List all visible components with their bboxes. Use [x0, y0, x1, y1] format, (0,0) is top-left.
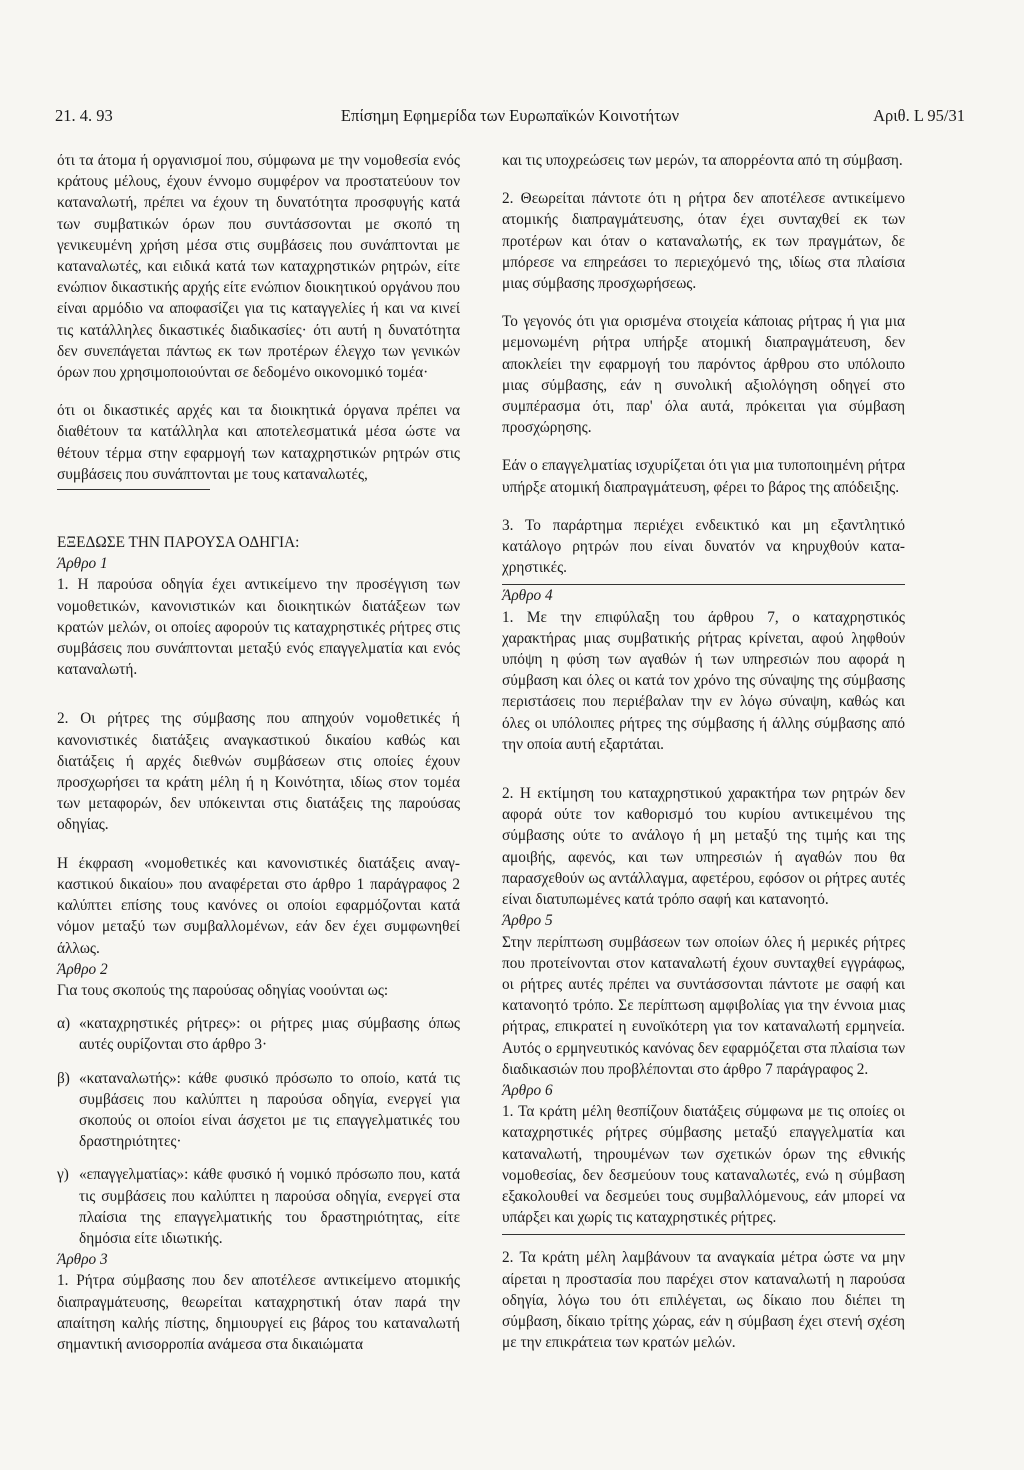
recital-paragraph: ότι οι δικαστικές αρχές και τα διοικητικά όργανα πρέπει να διαθέτουν τα κατάλληλα και αποτελεσματικά μέσα ώστε να θέτουν τέρμα στην εφαρμογή των καταχρηστικών ρητρών στις συμβάσεις που συνάπτονται με τους καταναλωτές, — [57, 402, 460, 483]
header-journal-title: Επίσημη Εφημερίδα των Ευρωπαϊκών Κοινοτήτων — [340, 106, 680, 125]
article-paragraph: 2. Οι ρήτρες της σύμβασης που απηχούν νομοθετικές ή κανονιστικές διατάξεις αναγκαστικού δικαίου καθώς και διατάξεις ή αρχές διεθνών συμβάσεων στις οποίες έχουν προσχωρήσει τα κράτη μέλη ή η Κοινότητα, ιδίως στον τομέα των μεταφορών, δεν υπόκεινται στις διατάξεις της παρούσας οδηγίας. — [57, 710, 460, 834]
definition-text: «καταχρηστικές ρήτρες»: οι ρήτρες μιας σύμβασης όπως αυτές ουρίζονται στο άρθρο 3· — [79, 1015, 460, 1054]
article-paragraph: 1. Με την επιφύλαξη του άρθρου 7, ο καταχρηστικός χαρακτήρας μιας συμβατικής ρήτρας κρίνεται, αφού ληφθούν υπόψη η φύση των αγαθών ή των υπηρεσιών που αφορά η σύμβαση και όλες οι κατά τον χρόνο της σύναψης της σύμβασης περιστάσεις που περιέβαλαν την εν λόγω σύναψη, καθώς και όλες οι υπόλοιπες ρήτρες της σύμβασης ή άλλης σύμβασης από την οποία αυτή εξαρτάται. — [502, 608, 905, 753]
definition-item — [57, 1013, 460, 1055]
article-paragraph: και τις υποχρεώσεις των μερών, τα απορρέοντα από τη σύμβαση. — [502, 152, 903, 169]
article-paragraph: 2. Τα κράτη μέλη λαμβάνουν τα αναγκαία μέτρα ώστε να μην αίρεται η προστασία που παρέχει στον καταναλωτή η παρούσα οδηγία, λόγω του ότι επιλέγεται, ως δίκαιο που διέπει τη σύμβαση, δίκαιο τρίτης χώρας, εάν η σύμβαση έχει στενή σχέση με την επικράτεια των κρατών μελών. — [502, 1249, 905, 1352]
article-paragraph: Η έκφραση «νομοθετικές και κανονιστικές διατάξεις αναγκαστικού δικαίου» που αναφέρεται στο άρθρο 1 παράγραφος 2 καλύπτει επίσης τους κανόνες οι οποίοι εφαρμόζονται κατά νόμον μεταξύ των συμβαλλομένων, εάν δεν έχει συμφωνηθεί άλλως. — [57, 854, 460, 957]
definition-label: α) — [57, 1015, 71, 1033]
definition-text: «καταναλωτής»: κάθε φυσικό πρόσωπο το οποίο, κατά τις συμβάσεις που καλύπτει η παρούσα οδηγία, ενεργεί για σκοπούς οι οποίοι είναι άσχετοι με τις επαγγελματικές του δραστηριότητες· — [79, 1069, 460, 1151]
article-3-heading: Άρθρο 3 — [57, 1251, 108, 1269]
definition-item — [57, 1164, 460, 1249]
enacting-formula: ΕΞΕΔΩΣΕ ΤΗΝ ΠΑΡΟΥΣΑ ΟΔΗΓΙΑ: — [57, 534, 300, 552]
right-column — [502, 150, 905, 1353]
article-4-heading: Άρθρο 4 — [502, 587, 553, 605]
definition-text: «επαγγελματίας»: κάθε φυσικό ή νομικό πρόσωπο που, κατά τις συμβάσεις που καλύπτει η παρούσα οδηγία, ενεργεί στα πλαίσια της επαγγελματικής του δραστηριότητας, είτε δημόσια είτε ιδιωτικής. — [79, 1166, 460, 1247]
article-paragraph: 1. Τα κράτη μέλη θεσπίζουν διατάξεις σύμφωνα με τις οποίες οι καταχρηστικές ρήτρες σύμβασης μεταξύ επαγγελματία και καταναλωτή, τηρουμένων των σχετικών όρων της εθνικής νομοθεσίας, δεν δεσμεύουν τους καταναλωτές, ενώ η σύμβαση εξακολουθεί να δεσμεύει τους συμβαλλόμενους, εάν μπορεί να υπάρξει και χωρίς τις καταχρηστικές ρήτρες. — [502, 1103, 905, 1227]
separator-rule — [57, 489, 210, 490]
article-2-heading: Άρθρο 2 — [57, 960, 108, 978]
article-paragraph: Στην περίπτωση συμβάσεων των οποίων όλες ή μερικές ρήτρες που προτείνονται στον καταναλωτή έχουν συνταχθεί εγγράφως, οι ρήτρες αυτές πρέπει να συντάσσονται πάντοτε με σαφή και κατανοητό τρόπο. Σε περίπτωση αμφιβολίας για την έννοια μιας ρήτρας, επικρατεί η ευνοϊκότερη για τον καταναλωτή ερμηνεία. Αυτός ο ερμηνευτικός κανόνας δεν εφαρμόζεται στα πλαίσια των διαδικασιών που προβλέπονται στο άρθρο 7 παράγραφος 2. — [502, 933, 905, 1078]
article-paragraph: 1. Ρήτρα σύμβασης που δεν αποτέλεσε αντικείμενο ατομικής διαπραγμάτευσης, θεωρείται καταχρηστική όταν παρά την απαίτηση καλής πίστης, δημιουργεί εις βάρος του καταναλωτή σημαντική ανισορροπία ανάμεσα στα δικαιώματα — [57, 1272, 460, 1353]
recital-paragraph: ότι τα άτομα ή οργανισμοί που, σύμφωνα με την νομοθεσία ενός κράτους μέλους, έχουν έννομο συμφέρον να προστατεύουν τον καταναλωτή, πρέπει να έχουν τη δυνατότητα προσφυγής κατά των συμβατικών όρων που συντάσσονται με σκοπό τη γενικευμένη χρήση μέσα στις συμβάσεις που συνάπτονται με καταναλωτές, και ειδικά κατά των καταχρηστικών ρητρών, είτε ενώπιον δικαστικής αρχής είτε ενώπιον διοικητικού οργάνου που είναι αρμόδιο να αποφασίζει για τις καταγγελίες ή και να κινεί τις κατάλληλες δικαστικές διαδικασίες· ότι αυτή η δυνατότητα δεν συνεπάγεται πάντως εκ των προτέρων έλεγχο των γενικών όρων που χρησιμοποιούνται σε δεδομένο οικονομικό τομέα· — [57, 152, 460, 382]
article-paragraph: 2. Θεωρείται πάντοτε ότι η ρήτρα δεν αποτέλεσε αντικείμενο ατομικής διαπραγμάτευσης, όταν έχει συνταχθεί εκ των προτέρων και όταν ο καταναλωτής, εκ των πραγμάτων, δε μπόρεσε να επηρεάσει το περιεχόμενό της, ιδίως στα πλαίσια μιας σύμβασης προσχωρήσεως. — [502, 190, 905, 293]
page-header — [55, 106, 965, 130]
article-paragraph: Για τους σκοπούς της παρούσας οδηγίας νοούνται ως: — [57, 981, 389, 999]
header-issue-ref: Αριθ. L 95/31 — [873, 106, 965, 125]
article-paragraph: 2. Η εκτίμηση του καταχρηστικού χαρακτήρα των ρητρών δεν αφορά ούτε τον καθορισμό του κυρίου αντικειμένου της σύμβασης ούτε το ανάλογο ή μη μεταξύ της τιμής και της αμοιβής, αφενός, και των υπηρεσιών ή αγαθών που θα παρασχεθούν ως αντάλλαγμα, αφετέρου, εφόσον οι ρήτρες αυτές είναι διατυπωμένες κατά τρόπο σαφή και κατανοητό. — [502, 785, 905, 909]
article-5-heading: Άρθρο 5 — [502, 912, 553, 930]
definition-item — [57, 1068, 460, 1153]
article-1-heading: Άρθρο 1 — [57, 555, 108, 573]
header-date: 21. 4. 93 — [55, 106, 113, 125]
definition-label: γ) — [57, 1166, 69, 1184]
article-paragraph: 1. Η παρούσα οδηγία έχει αντικείμενο την προσέγγιση των νομοθετικών, κανονιστικών και διοικητικών διατάξεων των κρατών μελών, οι οποίες αφορούν τις καταχρηστικές ρήτρες στις συμβάσεις που συνάπτονται μεταξύ ενός επαγγελματία και ενός καταναλωτή. — [57, 576, 460, 679]
left-column — [57, 150, 460, 1355]
article-paragraph: Το γεγονός ότι για ορισμένα στοιχεία κάποιας ρήτρας ή για μια μεμονωμένη ρήτρα υπήρξε ατομική διαπραγμάτευση, δεν αποκλείει την εφαρμογή του παρόντος άρθρου στο υπόλοιπο μιας σύμβασης, εάν η συνολική αξιολόγηση οδηγεί στο συμπέρασμα ότι, παρ' όλα αυτά, πρόκειται για σύμβαση προσχώρησης. — [502, 313, 905, 437]
definition-label: β) — [57, 1069, 70, 1087]
article-paragraph: 3. Το παράρτημα περιέχει ενδεικτικό και μη εξαντλητικό κατάλογο ρητρών που είναι δυνατόν να κηρυχθούν καταχρηστικές. — [502, 516, 905, 577]
article-6-heading: Άρθρο 6 — [502, 1081, 553, 1099]
separator-rule — [502, 1234, 905, 1235]
article-paragraph: Εάν ο επαγγελματίας ισχυρίζεται ότι για μια τυποποιημένη ρήτρα υπήρξε ατομική διαπραγμάτευση, φέρει το βάρος της απόδειξης. — [502, 457, 905, 496]
